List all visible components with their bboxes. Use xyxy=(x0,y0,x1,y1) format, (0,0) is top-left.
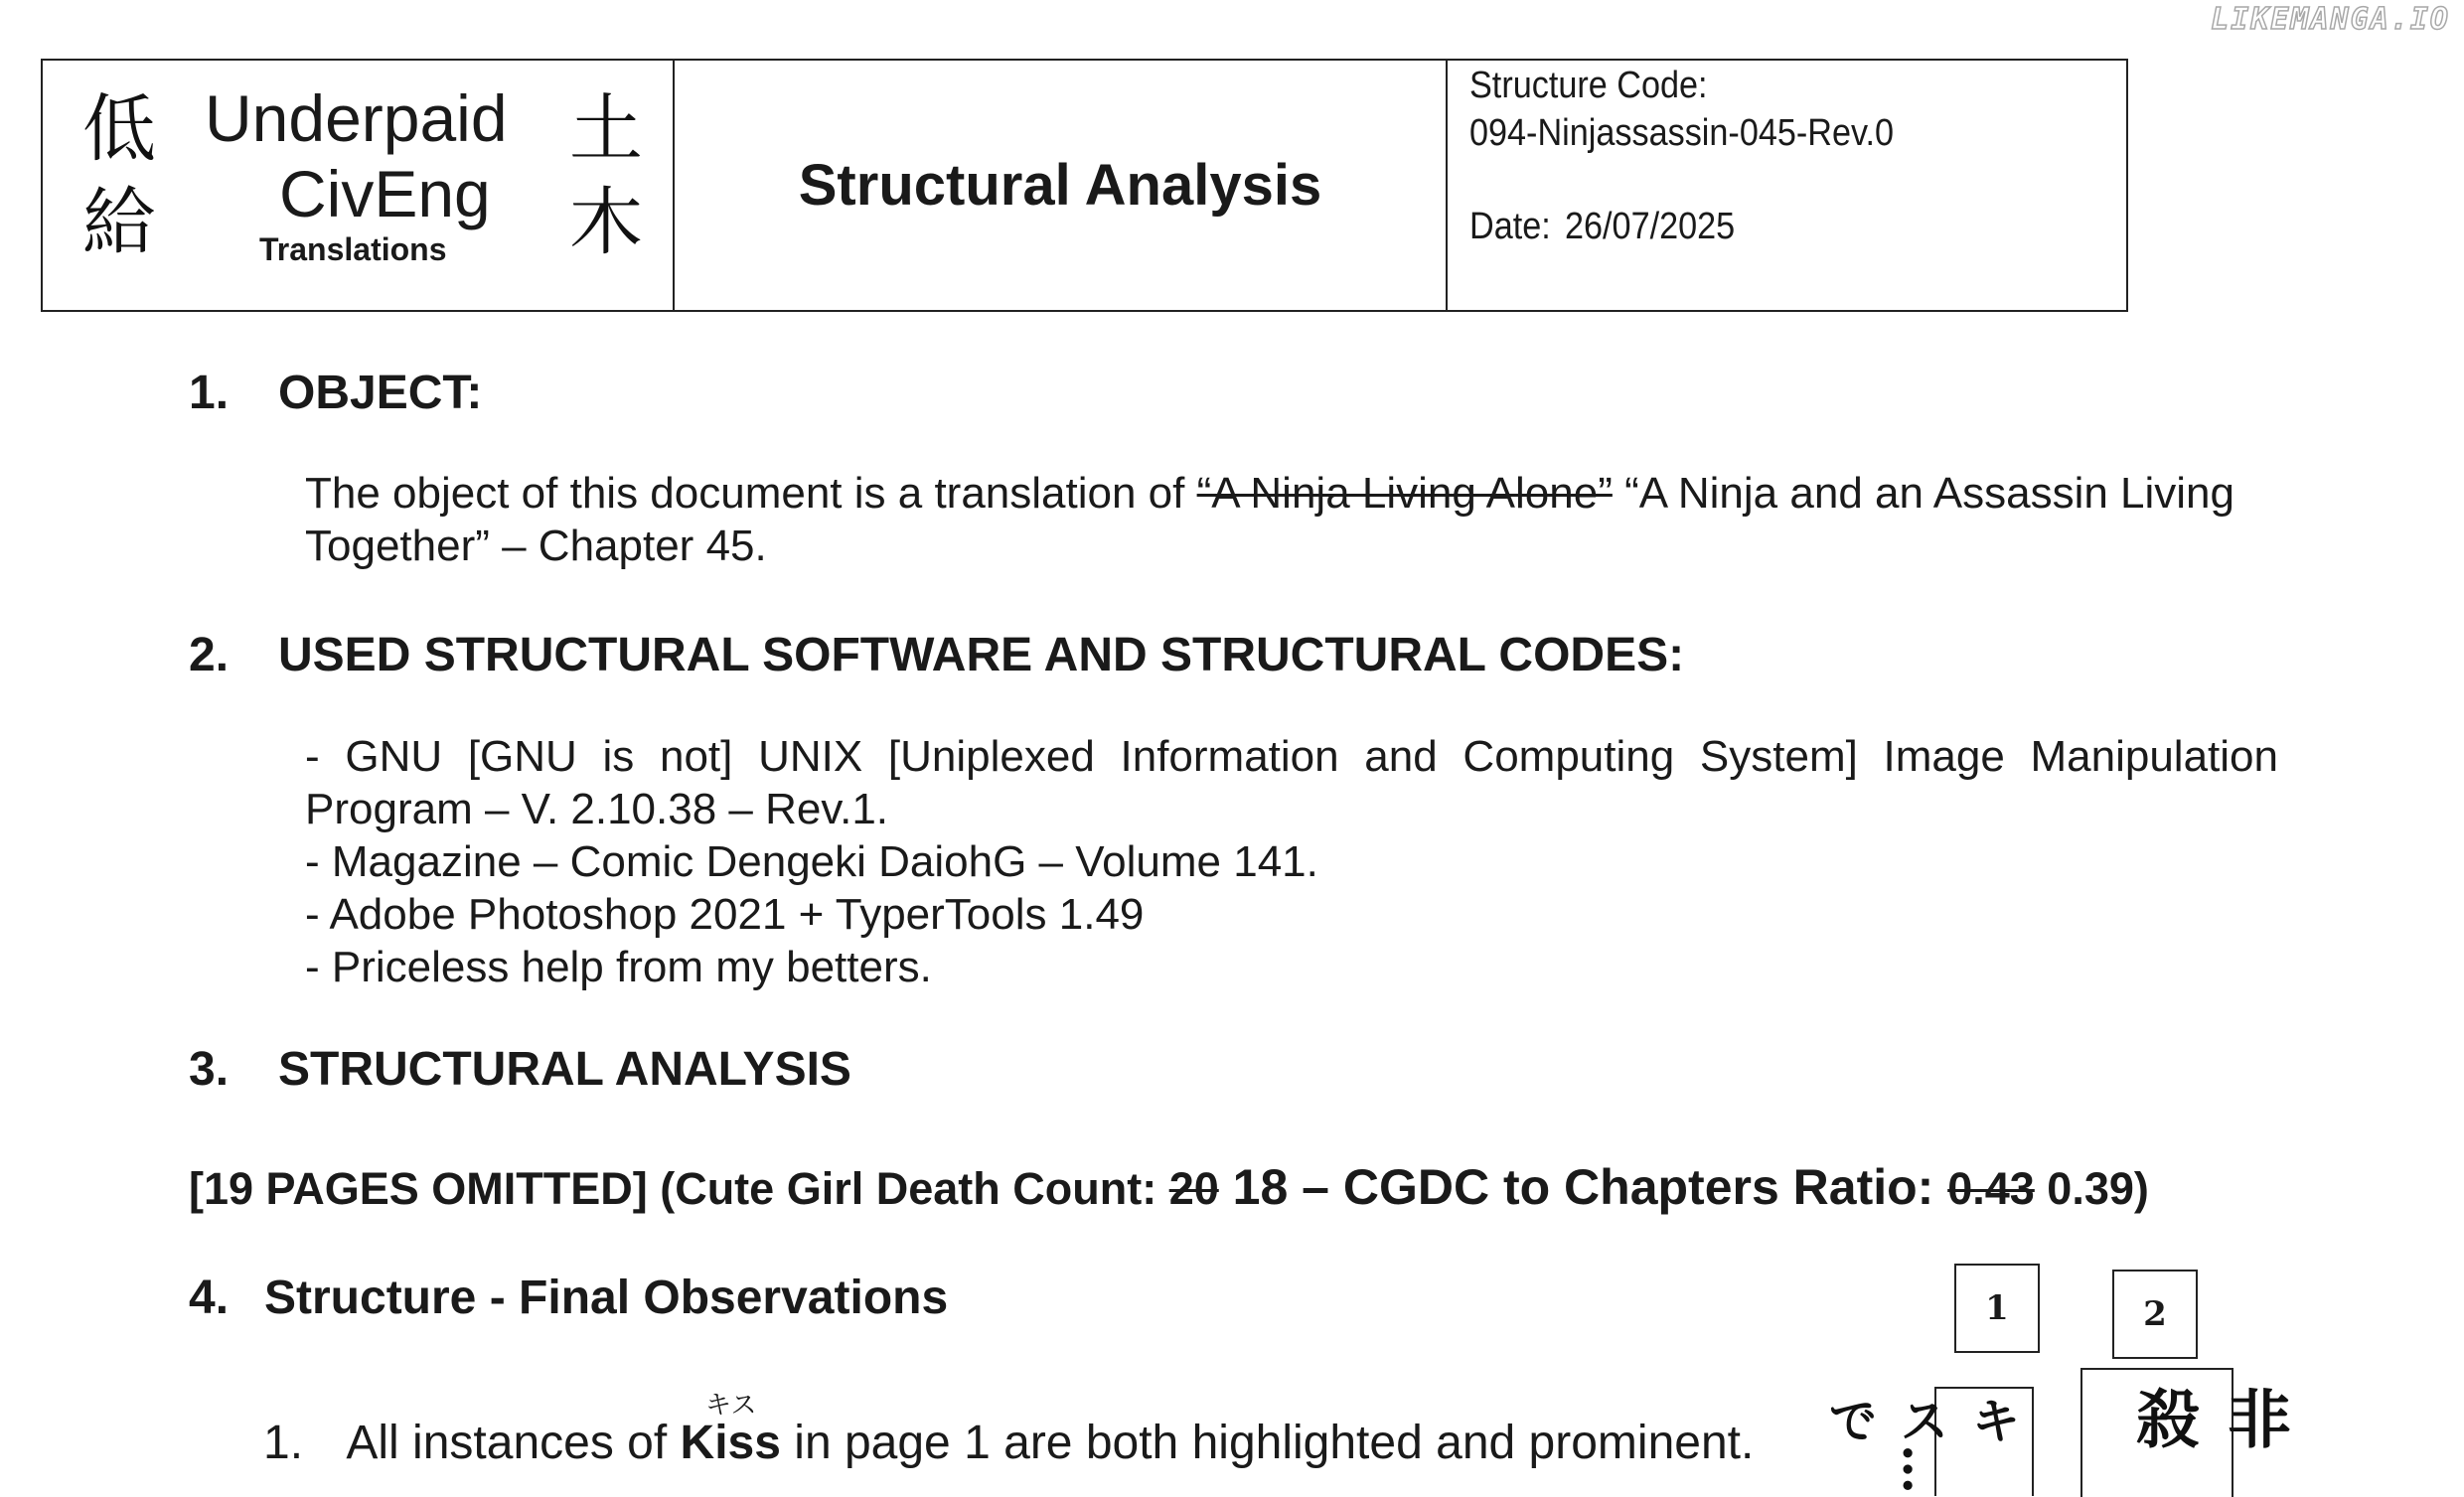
omitted-pages-note xyxy=(189,1158,2149,1216)
logo-kanji-4: 木 xyxy=(569,180,643,265)
observation-keyword: Kiss xyxy=(680,1417,781,1469)
list-item: - Priceless help from my betters. xyxy=(305,943,932,991)
structure-code-value: 094-Ninjassassin-045-Rev.0 xyxy=(1469,112,1895,154)
observation-number: 1. xyxy=(263,1417,304,1469)
section-title: STRUCTURAL ANALYSIS xyxy=(278,1043,851,1096)
logo-kanji-1: 低 xyxy=(82,86,156,172)
object-text-rest: “A Ninja and an Assassin Living Together” – Chapter 45. xyxy=(305,469,2234,570)
section-title: OBJECT: xyxy=(278,367,483,419)
section-heading-software xyxy=(189,628,2176,687)
panel-excerpt-1 xyxy=(1820,1387,2034,1496)
panel-label-1: 1 xyxy=(1954,1264,2040,1353)
panel-label-2: 2 xyxy=(2112,1270,2198,1359)
logo-cell xyxy=(43,61,675,310)
section-heading-observations xyxy=(189,1271,1381,1330)
old-death-count: 20 xyxy=(1168,1163,1219,1214)
observation-prefix: All instances of xyxy=(346,1417,681,1469)
new-ratio: 0.39) xyxy=(2034,1163,2149,1214)
section-number: 1. xyxy=(189,367,230,419)
struck-original-title: “A Ninja Living Alone” xyxy=(1196,469,1613,518)
panel-excerpt-2-text: 非殺 xyxy=(2125,1386,2291,1449)
section-heading-object xyxy=(189,366,1381,425)
observation-suffix: in page 1 are both highlighted and prominent. xyxy=(780,1417,1755,1469)
list-item: - GNU [GNU is not] UNIX [Uniplexed Information and Computing System] Image Manipulation Program – V. 2.10.38 – Rev.1. xyxy=(305,732,2278,833)
logo-kanji-3: 土 xyxy=(569,86,643,172)
new-death-count: 18 – CGDC to Chapters Ratio: xyxy=(1218,1159,1948,1215)
section-heading-analysis xyxy=(189,1042,1381,1102)
kiss-ruby-annotation: キス xyxy=(705,1390,757,1420)
panel-excerpt-2 xyxy=(2080,1368,2291,1497)
logo-text-underpaid: Underpaid xyxy=(205,81,508,155)
section-number: 3. xyxy=(189,1043,230,1096)
observation-item xyxy=(263,1416,1754,1470)
section-title: Structure - Final Observations xyxy=(264,1272,949,1324)
document-title: Structural Analysis xyxy=(798,153,1322,218)
code-cell xyxy=(1448,61,2126,310)
list-item: - Magazine – Comic Dengeki DaiohG – Volume 141. xyxy=(305,837,1318,886)
document-header xyxy=(41,59,2128,312)
software-list xyxy=(305,730,2278,993)
list-item: - Adobe Photoshop 2021 + TyperTools 1.49 xyxy=(305,890,1145,939)
title-cell xyxy=(675,61,1448,310)
date-label: Date: xyxy=(1469,206,1551,247)
logo-text-translations: Translations xyxy=(259,231,447,267)
panel-excerpt-1-text: キス…で xyxy=(1820,1395,2022,1494)
old-ratio: 0.43 xyxy=(1947,1163,2035,1214)
section-number: 2. xyxy=(189,629,230,681)
object-paragraph xyxy=(305,467,2278,572)
logo-kanji-2: 給 xyxy=(82,180,156,265)
logo-text-civeng: CivEng xyxy=(279,157,491,230)
structure-code-label: Structure Code: xyxy=(1469,65,1708,106)
omitted-prefix: [19 PAGES OMITTED] (Cute Girl Death Count: xyxy=(189,1163,1169,1214)
date-value: 26/07/2025 xyxy=(1565,206,1736,247)
section-number: 4. xyxy=(189,1272,230,1324)
object-text-prefix: The object of this document is a translation of xyxy=(305,469,1197,518)
watermark: LIKEMANGA.IO xyxy=(2211,2,2450,37)
section-title: USED STRUCTURAL SOFTWARE AND STRUCTURAL CODES: xyxy=(278,629,1685,681)
